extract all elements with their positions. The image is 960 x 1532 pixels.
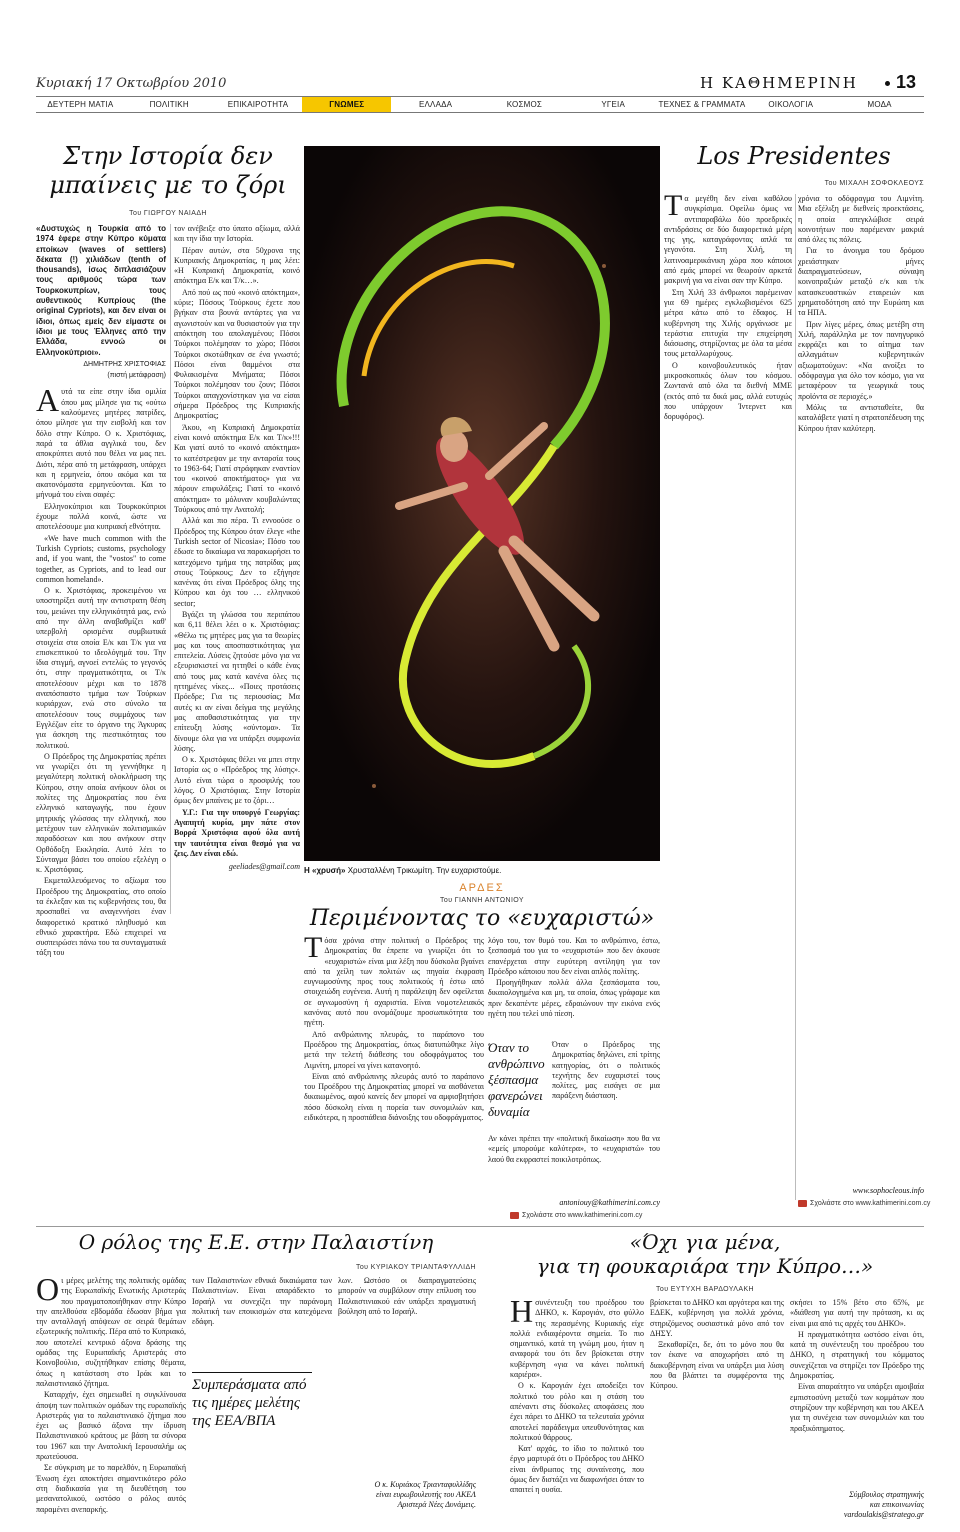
article1-lead: «Δυστυχώς η Τουρκία από το 1974 έφερε στην Κύπρο κύματα εποίκων (waves of settlers) δέκατα (!) χιλιάδων (tenth of thousands), ίσως διπλασιάζουν τους αριθμούς τώρα των Τουρκοκυπρίων, τους αυθεντικούς Κυπρίους (the original Cypriots), και δεν είναι οι ίδιοι, όπως εμείς δεν είμαστε οι ίδιοι με τους Έλληνες από την Ελλάδα, εννοώ οι Ελληνοκύπριοι». [36,224,166,357]
article1-byline: Του ΓΙΩΡΓΟΥ ΝΑΙΑΔΗ [129,210,207,217]
column-divider [170,224,171,914]
article3-col2-b: Για το άνοιγμα του δρόμου χρειάστηκαν μήνες διαπραγματεύσεων, σύναψη κοινοπραξιών μεταξύ ε/κ και τ/κ κατασκευαστικών εταιρειών και χρηματοδότηση από την Ευρώπη και τα ΗΠΑ. [798,246,924,318]
article3-body-c: Ο κοινοβουλευτικός ήταν μικροσκοπικός όλων του κόσμου. Ζωντανά από όλα τα διεθνή ΜΜΕ (εκτός από τα δικά μας, αλλά ευτυχώς που υπάρχουν Ίντερνετ και δορυφόρος). [664,360,792,422]
nav-item-texnes[interactable]: ΤΕΧΝΕΣ & ΓΡΑΜΜΑΤΑ [658,100,746,109]
article5-title [486,1230,924,1278]
article5-column3 [790,1298,924,1486]
article4-body-a: ι μέρες μελέτης της πολιτικής ομάδας της Ευρωπαϊκής Ενωτικής Αριστεράς που πραγματοποιήθηκαν στην Κύπρο την απελθούσα εβδομάδα έδωσαν βήμα για την ανταλλαγή απόψεων σε σειρά θεμάτων εξωτερικής πολιτικής. Πέρα από το Κυπριακό, που αποτελεί κεντρικό άξονα δράσης της ομάδας της Ευρωπαϊκής Αριστεράς στο Κοινοβούλιο, συζητήθηκαν επίσης θέματα, όπως η κατάσταση στο Ιράκ και το παλαιστινιακό ζήτημα. [36,1276,186,1388]
gymnast-illustration [304,146,660,861]
article1-body-c: Ο κ. Χριστόφιας, προκειμένου να υποστηρίξει αυτή την αντιστρατη θέση του, μειώνει την ελληνικότητά μας, ενώ από την άλλη αναβαθμίζει καθ' υπερβολή ορισμένα συμβιωτικά στοιχεία στα οποία Ε/κ και Τ/κ για να επισκεπτικού το ιδεολόγημά του. Την ίδια στιγμή, αγνοεί εντελώς το γεγονός ότι, στην πραγματικότητα, οι Τ/κ αποτελέσουν μέχρι και το 1878 αναπόσπαστο τμήμα των Τούρκων κυριάρχων, ενώ στο σύνολο τα αποτελέσουν τους συμμάχους των Εγγλέζων είτε το όργανο της Άγκυρας για άσκηση της πιεστικότητας του πολιτικού. [36,586,166,750]
article2-body-b: Από ανθρώπινης πλευράς, το παράπονο του Προέδρου της Δημοκρατίας, όπως διατυπώθηκε λίγο μετά την τελετή διάθεσης του οδοφράγματος του Λιμνίτη, μπορεί να γίνει κατανοητό. [304,1029,484,1070]
article5-col3-a: σκήσει το 15% βέτο στο 65%, με «διάθεση για αυτή την πρόταση, κι ας είναι μια από τις αρχές του ΔΗΚΟ». [790,1298,924,1328]
separator-dot [885,81,890,86]
article5-byline: Του ΕΥΤΥΧΗ ΒΑΡΔΟΥΛΑΚΗ [656,1286,754,1293]
article1-col2-d: Άκου, «η Κυπριακή Δημοκρατία είναι κοινό απόκτημα Ε/κ και Τ/κ»!!! Και γιατί αυτό το «κοινό απόκτημα» το κατέστρεψαν με την ανταρσία τους το 1963-64; Γιατί στράφηκαν εναντίον του «κοινού αποκτήματος» για να πάρουν επιφυλάξεις; Γιατί το «κοινό απόκτημα» το μόλυναν κουβαλώντας Τούρκους από την Ανατολή; [174,422,300,515]
article1-column2 [174,224,300,914]
section-nav [36,96,924,113]
article5-signature-line3[interactable]: vardoulakis@stratego.gr [843,1510,924,1519]
article1-col2-e: Αλλά και πιο πέρα. Τι εννοούσε ο Πρόεδρος της Κύπρου όταν έλεγε «the Turkish sector of Nicosia»; Πόσο του έδωσε το δικαίωμα να παρακωρήσει το κατεχόμενο τμήμα της πατρίδας μας στους Τούρκους; Δεν το εξήγησε κανένας ότι είναι Πρόεδρος όλης της Κύπρου και όχι του … ελληνικού sector; [174,516,300,608]
article1-col2-f: Βγάζει τη γλώσσα του περιπάτου και 6,11 θέλει λέει ο κ. Χριστόφιας: «Θέλω τις μητέρες μας για τα θεωρίες μας και τους αποσπαστικότητας για επιτελεία. Λύσεις ζητούσε μόνο για να εξευρισκιστεί να ηττηθεί ο κάθε ένας από τους μας κατά κανένα όλες τις ηττημένες νίκες... «Ποιες προτάσεις Πρόεδρε; Για τις περιουσίας; Μα αυτές κι αν είναι δείγμα της μεγάλης μας αποθασιστικότητας για την επίτευξη λύσης «σύντομα». Τα δίνουμε όλα για να υπάρξει συμφωνία λύσης. [174,609,300,753]
article5-signature-line1: Σύμβουλος στρατηγικής [849,1490,924,1499]
article4-body-b: Καταρχήν, έχει σημειωθεί η συγκλίνουσα άποψη των πολιτικών ομάδων της ευρωπαϊκής Αριστεράς για το παλαιστινιακό ζήτημα που έχει ως βασικό άξονα την ίδρυση Παλαιστινιακού κράτους με βάση τα σύνορα του 1967 και την Ανατολική Ιερουσαλήμ ως πρωτεύουσα. [36,1390,186,1462]
article1-col2-b: Πέραν αυτών, στα 50χρονα της Κυπριακής Δημοκρατίας, η μας λέει: «Η Κυπριακή Δημοκρατία, κοινό απόκτημα Ε/κ και Τ/κ…». [174,245,300,286]
article2-column3 [552,1040,660,1130]
article3-col2-c: Πριν λίγες μέρες, όπως μετέβη στη Χιλή, παράλληλα με τον πανηγυρικό εκφράζει και το αίτημα των αλλαγμάτων κυβερνητικών αξιωματούχων: «Να ανοίξει το οδόφραγμα για όλο τον κόσμο, για να μεταφέρουν τα γεωργικά τους προϊόντα σε περιοχές.» [798,319,924,401]
article2-pull-quote: Όταν το ανθρώπινο ξέσπασμα φανερώνει δυναμία [488,1040,545,1119]
nav-item-kosmos[interactable]: ΚΟΣΜΟΣ [506,100,543,109]
article2-comment-text[interactable]: Σχολιάστε στο www.kathimerini.com.cy [522,1212,643,1219]
article4-pull-quote: Συμπεράσματα από τις ημέρες μελέτης της ΕΕΑ/ΒΠΑ [192,1377,307,1429]
article5-body-a: συνέντευξη του προέδρου του ΔΗΚΟ, κ. Καρογιάν, στο φύλλο της περασμένης Κυριακής είχε πολλά ενδιαφέροντα σημεία. Το πιο σημαντικό, κατά τη γνώμη μου, ήταν η αναφορά του ότι δεν βρίσκεται στην κυβέρνηση «για να κάνει πολιτική καριέρα». [510,1298,644,1380]
article2-title: Περιμένοντας το «ευχαριστώ» [309,906,655,931]
comment-bubble-icon [798,1200,807,1207]
article3-body-b: Στη Χιλή 33 άνθρωποι παρέμειναν για 69 ημέρες εγκλωβισμένοι 625 μέτρα κάτω από το έδαφος. Η κυβέρνηση της Χιλής οργάνωσε με τεράστια επιτυχία την επιχείρηση διάσωσης, στηρίζοντας με όλα τα μέσα τους μεταλλωρύχους. [664,287,792,359]
article5-column1 [510,1293,644,1526]
article3-col2-d: Μόλις τα αντισταθείτε, θα καταλάβετε γιατί η στρατοπέδευση της Κύπρου ήταν καλύτερη. [798,402,924,433]
article5-body-b: Ο κ. Καρογιάν έχει αποδείξει τον πολιτικό του ρόλο και η στάση του απέναντι στις δύσκολες αποφάσεις που έχει πάρει το ΔΗΚΟ τα τελευταία χρόνια αποτελεί παράδειγμα υπευθυνότητας και πολιτικού θάρρους. [510,1381,644,1442]
article3-column1 [664,189,792,1200]
article2-byline: Του ΓΙΑΝΝΗ ΑΝΤΩΝΙΟΥ [440,897,524,904]
article2-column1 [304,931,484,1216]
article1-body-b: Ελληνοκύπριοι και Τουρκοκύπριοι έχουμε πολλά κοινά, ώστε να αποτελέσουμε μια κυπριακή εθνότητα. [36,501,166,532]
article1-dropcap: Α [36,382,60,419]
article5-col3-c: Είναι απαραίτητο να υπάρξει αμοιβαία εμπιστοσύνη μεταξύ των κομμάτων που στηρίζουν την κυβέρνηση και του ΑΚΕΛ για τη συνέχεια των συνομιλιών και του πραξικόπηματος. [790,1382,924,1433]
article4-col2-a: των Παλαιστινίων εθνικά δικαιώματα των Παλαιστινίων. Είναι απαράδεκτο το Ισραήλ να συνεχίζει την παράνομη πολιτική των εποικισμών στα κατεχόμενα εδάφη. [192,1276,332,1327]
photo-caption [304,866,660,875]
gymnast-photo [304,146,660,861]
photo-caption-bold: Η «χρυσή» [304,866,346,875]
article3-comment-text[interactable]: Σχολιάστε στο www.kathimerini.com.cy [810,1200,931,1207]
article3-comment-link[interactable] [798,1200,930,1207]
article1-body-a: υτά τα είπε στην ίδια ομιλία όπου μας μίλησε για τις «ούτω καλούμενες μητέρες πατρίδες, όπου μίλησε για την εισβολή και τον δόλο στην Κύπρο. Ο κ. Χριστόφιας, παρά τα άθλια αγγλικά του, δεν αποκρύπτει αυτό που θέλει να μας πει. Διότι, πέρα από τη μετάφραση, υπάρχει και η ερμηνεία, όπου ακόμα και τα ακατονόμαστα ερμηνεύονται. Και το μήνυμά του είναι σαφές: [36,387,166,500]
article1-col2-a: τον ανέβειξε στο ύπατο αξίωμα, αλλά και την ίδια την Ιστορία. [174,224,300,244]
article1-body-d: Ο Πρόεδρος της Δημοκρατίας πρέπει να γνωρίζει ότι τη γεννήθηκε η μεγαλύτερη πολιτική ολοκλήρωση της Κύπρου, στην οποία ανήκουν όλοι οι πολίτες της Δημοκρατίας που ένα ελληνικό καταγωγής, που έχουν μητρικής γλώσσας την ελληνική, που μετέχουν των ελληνικών πολιτισμικών παραδόσεων και που ανήκουν στην Ορθόδοξη Εκκλησία. Αυτό λέει το Σύνταγμα βάσει του οποίου εξελέγη ο κ. Χριστόφιας. [36,751,166,875]
comment-bubble-icon [510,1212,519,1219]
article4-signature-line2: είναι ευρωβουλευτής του ΑΚΕΛ [375,1490,476,1499]
article5-title-line2: για τη φουκαριάρα την Κύπρο…» [536,1254,874,1278]
article2-column2 [488,936,660,1036]
article1-body-e: Εκμεταλλευόμενος το αξίωμα του Προέδρου της Δημοκρατίας, στο οποίο τα έκλεξαν και τις κυβερνήσεις του, θα προσπαθεί να αναγεννήσει έναν διαφορετικό κρατικό πληθυσμό και εθνικό χαρακτήρα. Εδώ επιχειρεί να συσπειρώσει πάνω του τα συνταγματικά τάξη του [36,876,166,958]
article5-signature-line2: και επικοινωνίας [869,1500,924,1509]
nav-item-deuteri-matia[interactable]: ΔΕΥΤΕΡΗ ΜΑΤΙΑ [47,100,114,109]
article4-body-c: Σε σύγκριση με το παρελθόν, η Ευρωπαϊκή Ένωση έχει αποκτήσει σημαντικότερο ρόλο στη διαδικασία για τη διευθέτηση του μεσανατολικού, ωστόσο ο ρόλος αυτός παραμένει ανεπαρκής. [36,1463,186,1514]
article1-col2-c: Από πού ως πού «κοινό απόκτημα», κύριε; Πόσους Τούρκους έχετε που βγήκαν στα βουνά αντάρτες για να αγωνιστούν και να θυσιαστούν για την απόκτηση του απολαγμένου; Πόσοι Τούρκοι πολέμησαν το χώρο; Πόσοι Τούρκοι σκοτώθηκαν σε ένα γνωστό; Πόσοι είναι θαμμένοι στα Φυλακισμένα Μνήματα; Πόσοι Τούρκοι πολέμησαν του ζουν; Πόσοι Τούρκοι απαγχονίστηκαν για να είσαι σήμερα Πρόεδρος της Κυπριακής Δημοκρατίας; [174,287,300,421]
article1-quote-en: «We have much common with the Turkish Cypriots; customs, psychology and, if you want, the "vostos" to come together, as Cypriots, and to lead our common homeland». [36,533,166,584]
article4-signature-line3: Αριστερά Νέες Δυνάμεις. [397,1500,476,1509]
article2-col2-a: λόγο του, τον θυμό του. Και το ανθρώπινο, έστω, ξεσπασμά του για το «ευχαριστώ» που δεν άκουσε επανέρχεται στην ευρύτερη αντίληψη για τον Πρόεδρο κάποιου που δεν είναι απλός πολίτης. [488,936,660,976]
nav-item-moda[interactable]: ΜΟΔΑ [867,100,892,109]
nav-item-epikairotita[interactable]: ΕΠΙΚΑΙΡΟΤΗΤΑ [227,100,289,109]
nav-item-politiki[interactable]: ΠΟΛΙΤΙΚΗ [149,100,189,109]
photo-caption-text: Χρυσταλλένη Τρικωμίτη. Την ευχαριστούμε. [347,866,502,875]
article1-title-line2: μπαίνεις με το ζόρι [49,171,287,199]
nav-item-oikologia[interactable]: ΟΙΚΟΛΟΓΙΑ [768,100,814,109]
article4-dropcap: Ο [36,1271,60,1307]
article3-dropcap: Τ [664,189,683,222]
article4-column2 [192,1276,332,1366]
paper-name: Η ΚΑΘΗΜΕΡΙΝΗ [700,74,858,92]
article5-dropcap: Η [510,1293,534,1329]
article4-signature-line1: Ο κ. Κυριάκος Τριανταφυλλίδης [374,1480,476,1489]
article2-email[interactable]: antoniouy@kathimerini.com.cy [559,1198,660,1207]
article5-title-line1: «Όχι για μένα, [629,1230,781,1254]
article5-signature [790,1490,924,1520]
column-divider [795,194,796,1200]
article4-byline: Του ΚΥΡΙΑΚΟΥ ΤΡΙΑΝΤΑΦΥΛΛΙΔΗ [355,1264,476,1271]
article1-lead-note: (πιστή μετάφραση) [107,372,166,380]
article4-signature [338,1480,476,1510]
article2-col2-b: Προηγήθηκαν πολλά άλλα ξεσπάσματα του, δικαιολογημένα και μη, τα οποία, όπως γράφαμε και πριν δεκαπέντε μέρες, εδραιώνουν την εικόνα ενός ηγέτη που τελεί υπό πίεση. [488,978,660,1019]
article3-byline: Του ΜΙΧΑΛΗ ΣΟΦΟΚΛΕΟΥΣ [824,180,924,187]
article4-column3 [338,1276,476,1476]
article4-title: Ο ρόλος της Ε.Ε. στην Παλαιστίνη [78,1230,434,1254]
article2-kicker: ΑΡΔΕΣ [459,882,505,894]
article2-dropcap: Τ [304,931,323,964]
article3-col2-a: χρόνια το οδόφραγμα του Λιμνίτη. Μια εξέλιξη με διεθνείς προεκτάσεις, η οποία απεγκλώβισε σειρά κοινοτήτων που παρέμεναν μακριά από όλες τις πόλεις. [798,194,924,245]
article3-column2 [798,194,924,1154]
article5-col3-b: Η πραγματικότητα ωστόσο είναι ότι, κατά τη συνέντευξη του προέδρου του ΔΗΚΟ, η στρατηγική του κόμματος συνεχίζεται να στηρίζει τον Πρόεδρο της Δημοκρατίας. [790,1329,924,1381]
article2-column4 [488,1134,660,1194]
issue-date: Κυριακή 17 Οκτωβρίου 2010 [36,76,227,91]
article1-title [36,142,300,200]
pull-quote-rule [192,1372,312,1373]
article3-website[interactable]: www.sophocleous.info [852,1186,924,1195]
article1-title-line1: Στην Ιστορία δεν [63,142,273,170]
article2-col3-a: Αν κάνει πρέπει την «πολιτική δικαίωση» που θα να «εμείς μπορούμε καλύτερα», το «ευχαριστώ» του λαού θα εκφραστεί ποικιλοτρόπως. [488,1134,660,1164]
article2-body-c: Είναι από ανθρώπινης πλευράς αυτό το παράπονο του Προέδρου της Δημοκρατίας μπορεί να αισθάνεται δικαιωμένος, αφού κανείς δεν μπορεί να αμφισβητήσει πόσο δύσκολη είναι η πορεία των συνομιλιών και, ειδικότερα, η προσπάθεια διάνοιξης του οδοφράγματος. [304,1071,484,1123]
article3-title: Los Presidentes [697,142,891,170]
article2-comment-link[interactable] [510,1212,642,1219]
nav-item-gnomes[interactable]: ΓΝΩΜΕΣ [302,97,391,112]
article5-col2-a: βρίσκεται το ΔΗΚΟ και αργότερα και της ΕΔΕΚ, κυβέρνηση για πολλά χρόνια, στηριζόμενος ουσιαστικά μόνο από τον ΔΗΣΥ. [650,1298,784,1338]
article1-col2-h: Υ.Γ.: Για την υπουργό Γεωργίας: Αγαπητή κυρία, μην πάτε στον Βορρά Χριστόφια αφού όλα αυτή την ταυτότητα είναι θεσμό για να ζεις. Δεν είναι εδώ. [174,807,300,858]
article3-body-a: α μεγέθη δεν είναι καθόλου συγκρίσιμα. Οφείλω όμως να αντιπαραβάλω δύο προεδρικές αντιδράσεις σε δύο διαφορετικά μέρη της γης, καταγράφοντας απλά τα γεγονότα. Στη Χιλή, τη λατινοαμερικάνικη χώρα που κάποιοι από εμάς μπορεί να θεωρούν αρκετά μακρινή για να είναι σαν την Κύπρο. [664,194,792,286]
article5-column2 [650,1298,784,1526]
article5-col2-b: Ξεκαθαρίζει, δε, ότι το μόνο που θα τον έκανε να αποχωρήσει από τη διακυβέρνηση είναι να υπάρξει μια λύση που θα βλάπτει τα συμφέροντα της Κύπρου. [650,1340,784,1391]
article4-col3-a: λων. Ωστόσο οι διαπραγματεύσεις μπορούν να συμβάλουν στην επίλυση του Παλαιστινιακού εάν υπάρξει πραγματική βούληση από το Ισραήλ. [338,1276,476,1316]
nav-item-ygeia[interactable]: ΥΓΕΙΑ [601,100,625,109]
article1-email[interactable]: geeliades@gmail.com [228,862,300,872]
article1-col2-g: Ο κ. Χριστόφιας θέλει να μπει στην Ιστορία ως ο «Πρόεδρος της λύσης». Αυτό είναι τώρα ο προσφιλής του λόγος. Ο Χριστόφιας. Στην Ιστορία όμως δεν μπαίνεις με το ζόρι… [174,755,300,806]
page-number: 13 [896,72,917,92]
section-divider [36,1226,924,1227]
nav-item-ellada[interactable]: ΕΛΛΑΔΑ [418,100,453,109]
article5-body-c: Κατ' αρχάς, το ίδιο το πολιτικό του έργο μαρτυρά ότι ο Πρόεδρος του ΔΗΚΟ είναι άνθρωπος της συναίνεσης, που όμως δεν διστάζει να διαφωνήσει όταν το απαιτεί η ουσία. [510,1444,644,1495]
article4-column1 [36,1271,186,1526]
article2-body-a: όσα χρόνια στην πολιτική ο Πρόεδρος της Δημοκρατίας θα έπρεπε να γνωρίζει ότι το «ευχαριστώ» είναι μια λέξη που δύσκολα βγαίνει από τα χείλη των πολιτών ως πηγαία έκφραση ευγνωμοσύνης προς τους πολιτικούς ή έστω από στοιχειώδη ευγένεια. Αυτή η παράλειψη δεν οφείλεται σε αγνωμοσύνη ή αχαριστία. Είναι νομοτελειακός κανόνας αυτό που ονομάζουμε προσωπικότητα του ηγέτη. [304,936,484,1028]
article1-column1 [36,224,166,958]
article2-col2-c: Όταν ο Πρόεδρος της Δημοκρατίας δηλώνει, επί τρίτης κατηγορίας, ότι ο πολιτικός τεχνήτης δεν ευχαριστεί τους πολίτες, μας εισάγει σε μια παράξενη διάσταση. [552,1040,660,1101]
article1-lead-author: ΔΗΜΗΤΡΗΣ ΧΡΙΣΤΟΦΙΑΣ [83,360,166,368]
